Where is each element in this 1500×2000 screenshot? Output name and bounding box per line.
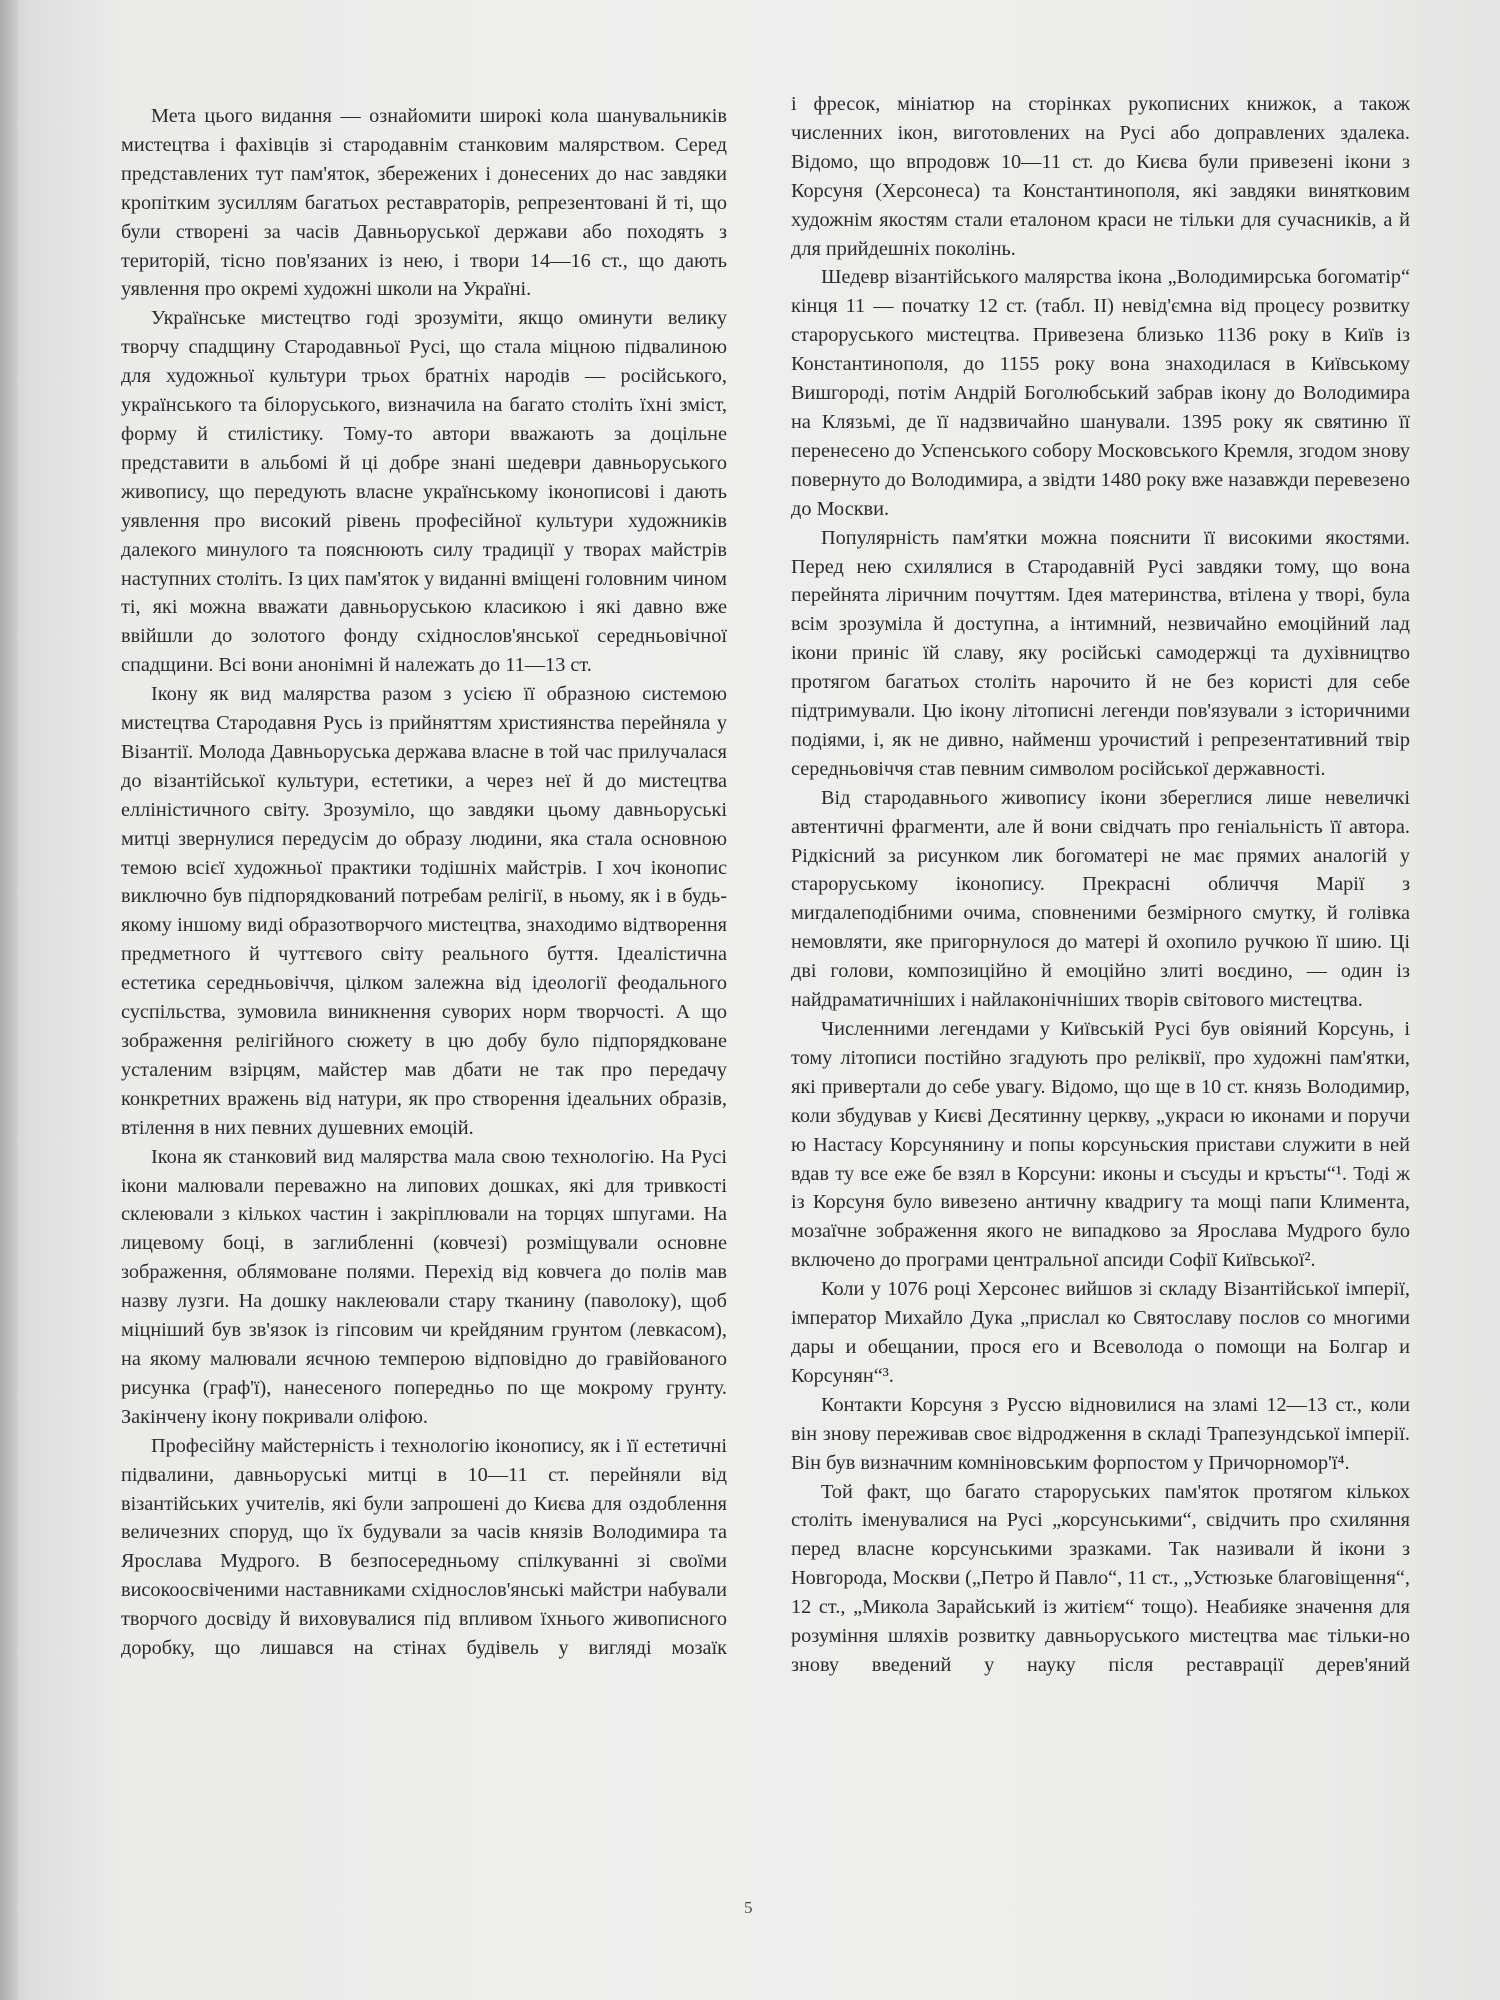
page-number: 5	[744, 1898, 753, 1917]
book-spine-shadow	[0, 0, 18, 2000]
paragraph: Ікона як станковий вид малярства мала свою технологію. На Русі ікони малювали переважно на липових дошках, які для тривкості склеювали з кількох частин і закріплювали на торцях шпугами. На лицевому боці, в заглибленні (ковчезі) розміщували основне зображення, облямоване полями. Перехід від ковчега до полів мав назву лузги. На дошку наклеювали стару тканину (паволоку), щоб міцніший був зв'язок із гіпсовим чи крейдяним грунтом (левкасом), на якому малювали яєчною темперою відповідно до гравійованого рисунка (граф'ї), нанесеного попередньо по ще мокрому грунту. Закінчену ікону покривали оліфою.	[121, 1145, 727, 1428]
paragraph: Той факт, що багато староруських пам'яток протягом кількох століть іменувалися на Русі „корсунськими“, свідчить про схиляння перед власне корсунськими зразками. Так називали й ікони з Новгорода, Москви („Петро й Павло“, 11 ст., „Устюзьке благовіщення“, 12 ст., „Микола Зарайський із житієм“ тощо). Неабияке значення для розуміння шляхів розвитку давньоруського мистецтва має тільки-но знову введений у науку після реставрації дерев'яний	[791, 1480, 1410, 1676]
paragraph-continuation: і фресок, мініатюр на сторінках рукописних книжок, а також численних ікон, виготовлених на Русі або доправлених здалека. Відомо, що впродовж 10—11 ст. до Києва були привезені ікони з Корсуня (Херсонеса) та Константинополя, які завдяки винятковим художнім якостям стали еталоном краси не тільки для сучасників, а й для прийдешніх поколінь.	[791, 93, 1410, 260]
paragraph: Контакти Корсуня з Руссю відновилися на зламі 12—13 ст., коли він знову переживав своє відродження в складі Трапезундської імперії. Він був визначним комніновським форпостом у Причорномор'ї⁴.	[791, 1393, 1410, 1474]
paragraph: Від стародавнього живопису ікони збереглися лише невеличкі автентичні фрагменти, але й вони свідчать про геніальність її автора. Рідкісний за рисунком лик богоматері не має прямих аналогій у староруському іконопису. Прекрасні обличчя Марії з мигдалеподібними очима, сповненими безмірного смутку, й голівка немовляти, яке пригорнулося до матері й охопило ручкою її шию. Ці дві голови, композиційно й емоційно злиті воєдино, — один із найдраматичніших і найлаконічніших творів світового мистецтва.	[791, 786, 1410, 1012]
paragraph: Професійну майстерність і технологію іконопису, як і її естетичні підвалини, давньоруські митці в 10—11 ст. перейняли від візантійських учителів, які були запрошені до Києва для оздоблення величезних споруд, що їх будували за часів князів Володимира та Ярослава Мудрого. В безпосередньому спілкуванні зі своїми високоосвіченими наставниками східнослов'янські майстри набували творчого досвіду й виховувалися під впливом їхнього живописного доробку, що лишався на стінах будівель у вигляді мозаїк	[121, 1434, 727, 1660]
paragraph: Мета цього видання — ознайомити широкі кола шанувальників мистецтва і фахівців зі стародавнім станковим малярством. Серед представлених тут пам'яток, збережених і донесених до нас завдяки кропітким зусиллям багатьох реставраторів, репрезентовані й ті, що були створені за часів Давньоруської держави або походять з територій, тісно пов'язаних із нею, і твори 14—16 ст., що дають уявлення про окремі художні школи на Україні.	[121, 105, 727, 301]
paragraph: Коли у 1076 році Херсонес вийшов зі складу Візантійської імперії, імператор Михайло Дука „прислал ко Святославу послов со многими дары и обещании, прося его и Всеволода о помощи на Болгар и Корсунян“³.	[791, 1278, 1410, 1387]
left-text-column	[121, 102, 727, 1663]
paragraph: Українське мистецтво годі зрозуміти, якщо оминути велику творчу спадщину Стародавньої Русі, що стала міцною підвалиною для художньої культури трьох братніх народів — російського, українського та білоруського, визначила на багато століть їхні зміст, форму й стилістику. Тому-то автори вважають за доцільне представити в альбомі й ці добре знані шедеври давньоруського живопису, що передують власне українському іконописові і дають уявлення про високий рівень професійної культури художників далекого минулого та пояснюють силу традиції у творах майстрів наступних століть. Із цих пам'яток у виданні вміщені головним чином ті, які можна вважати давньоруською класикою і які давно вже ввійшли до золотого фонду східнослов'янської середньовічної спадщини. Всі вони анонімні й належать до 11—13 ст.	[121, 307, 727, 677]
paragraph: Численними легендами у Київській Русі був овіяний Корсунь, і тому літописи постійно згадують про реліквії, про художні пам'ятки, які привертали до себе увагу. Відомо, що ще в 10 ст. князь Володимир, коли збудував у Києві Десятинну церкву, „украси ю иконами и поручи ю Настасу Корсунянину и попы корсуньския пристави служити в ней вдав ту все еже бе взял в Корсуни: иконы и съсуды и кръсты“¹. Тоді ж із Корсуня було вивезено античну квадригу та мощі папи Климента, мозаїчне зображення якого не випадково за Ярослава Мудрого було включено до програми центральної апсиди Софії Київської².	[791, 1018, 1410, 1272]
paragraph: Ікону як вид малярства разом з усією її образною системою мистецтва Стародавня Русь із прийняттям християнства перейняла у Візантії. Молода Давньоруська держава власне в той час прилучалася до візантійської культури, естетики, а через неї й до мистецтва елліністичного світу. Зрозуміло, що завдяки цьому давньоруські митці звернулися передусім до образу людини, яка стала основною темою всієї художньої практики тодішніх майстрів. І хоч іконопис виключно був підпорядкований потребам релігії, в ньому, як і в будь-якому іншому виді образотворчого мистецтва, знаходимо відтворення предметного й чуттєвого світу реального буття. Ідеалістична естетика середньовіччя, цілком залежна від ідеології феодального суспільства, зумовила виникнення суворих норм творчості. А що зображення релігійного сюжету в цю добу було підпорядковане усталеним взірцям, майстер мав дбати не так про передачу конкретних вражень від натури, як про створення ідеальних образів, втілення в них певних душевних емоцій.	[121, 683, 727, 1139]
paragraph: Популярність пам'ятки можна пояснити її високими якостями. Перед нею схилялися в Стародавній Русі завдяки тому, що вона перейнята ліричним почуттям. Ідея материнства, втілена у творі, була всім зрозуміла й доступна, а інтимний, незвичайно емоційний лад ікони приніс їй славу, яку російські самодержці та духівництво протягом багатьох століть нарочито й не без користі для себе підтримували. Цю ікону літописні легенди пов'язували з історичними подіями, і, як не дивно, найменш урочистий і репрезентативний твір середньовіччя став певним символом російської державності.	[791, 526, 1410, 780]
right-text-column	[791, 90, 1410, 1680]
paragraph: Шедевр візантійського малярства ікона „Володимирська богоматір“ кінця 11 — початку 12 ст. (табл. II) невід'ємна від процесу розвитку староруського мистецтва. Привезена близько 1136 року в Київ із Константинополя, до 1155 року вона знаходилася в Київському Вишгороді, потім Андрій Боголюбський забрав ікону до Володимира на Клязьмі, де її надзвичайно шанували. 1395 року як святиню її перенесено до Успенського собору Московського Кремля, згодом знову повернуто до Володимира, а звідти 1480 року вже назавжди перевезено до Москви.	[791, 266, 1410, 520]
